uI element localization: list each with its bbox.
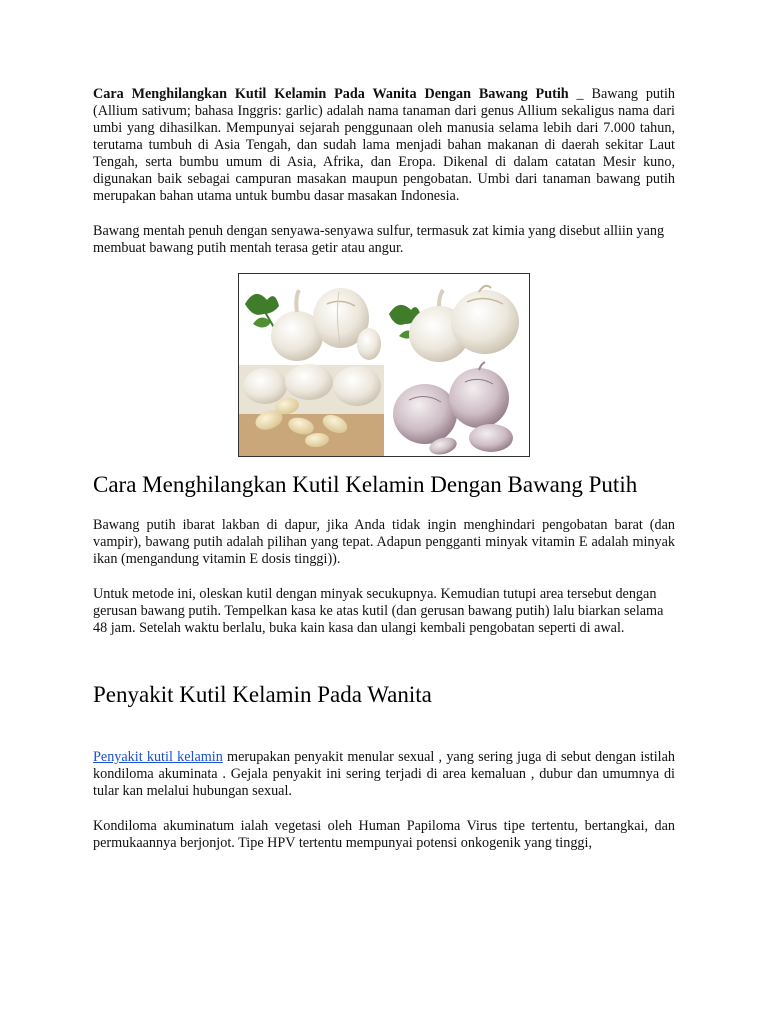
disease-paragraph-1 [93,749,675,800]
intro-title: Cara Menghilangkan Kutil Kelamin Pada Wanita Dengan Bawang Putih [93,86,569,102]
document-page [93,86,675,852]
section-heading-garlic-method: Cara Menghilangkan Kutil Kelamin Dengan Bawang Putih [93,472,638,497]
disease-paragraph-2: Kondiloma akuminatum ialah vegetasi oleh Human Papiloma Virus tipe tertentu, bertangkai, dan permukaannya berjonjot. Tipe HPV tertentu mempunyai potensi onkogenik yang tinggi, [93,818,675,851]
garlic-collage-image [238,273,530,457]
disease-link[interactable]: Penyakit kutil kelamin [93,749,223,765]
sulfur-paragraph: Bawang mentah penuh dengan senyawa-senyawa sulfur, termasuk zat kimia yang disebut alliin yang membuat bawang putih mentah terasa getir atau angur. [93,223,665,256]
section-heading-disease: Penyakit Kutil Kelamin Pada Wanita [93,682,432,707]
garlic-paragraph-2: Untuk metode ini, oleskan kutil dengan minyak secukupnya. Kemudian tutupi area tersebut dengan gerusan bawang putih. Tempelkan kasa ke atas kutil (dan gerusan bawang putih) lalu biarkan selama 48 jam. Setelah waktu berlalu, buka kain kasa dan ulangi kembali pengobatan seperti di awal. [93,586,664,636]
disease-paragraph-1-text: merupakan penyakit menular sexual , yang sering juga di sebut dengan istilah kondiloma akuminata . Gejala penyakit ini sering terjadi di area kemaluan , dubur dan umumnya di tular kan melalui hubungan sexual. [93,749,675,799]
intro-paragraph [93,86,675,205]
garlic-paragraph-1: Bawang putih ibarat lakban di dapur, jika Anda tidak ingin menghindari pengobatan barat (dan vampir), bawang putih adalah pilihan yang tepat. Adapun pengganti minyak vitamin E adalah minyak ikan (mengandung vitamin E dosis tinggi)). [93,517,675,567]
intro-text: _ Bawang putih (Allium sativum; bahasa Inggris: garlic) adalah nama tanaman dari genus Allium sekaligus nama dari umbi yang dihasilkan. Mempunyai sejarah penggunaan oleh manusia selama lebih dari 7.000 tahun, terutama tumbuh di Asia Tengah, dan sudah lama menjadi bahan makanan di daerah sekitar Laut Tengah, serta bumbu umum di Asia, Afrika, dan Eropa. Dikenal di dalam catatan Mesir kuno, digunakan baik sebagai campuran masakan maupun pengobatan. Umbi dari tanaman bawang putih merupakan bahan utama untuk bumbu dasar masakan Indonesia. [93,86,676,204]
